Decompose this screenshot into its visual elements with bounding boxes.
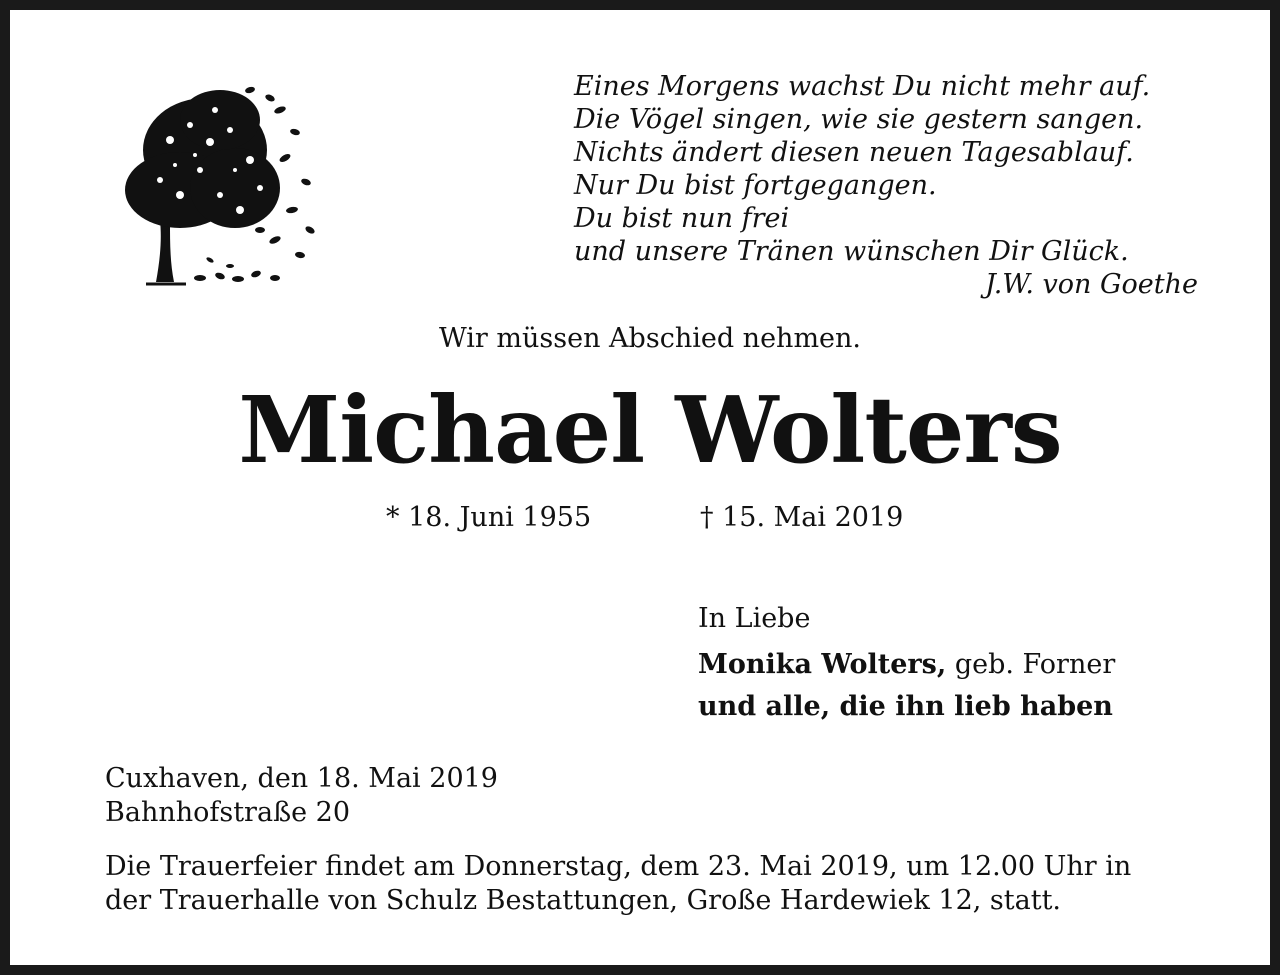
poem-line: Eines Morgens wachst Du nicht mehr auf. — [574, 71, 1151, 102]
death-date: † 15. Mai 2019 — [700, 502, 904, 533]
poem-author: J.W. von Goethe — [984, 269, 1198, 300]
service-line: Die Trauerfeier findet am Donnerstag, dem 23. Mai 2019, um 12.00 Uhr in — [105, 851, 1132, 882]
tree-icon — [110, 70, 325, 290]
poem — [574, 70, 1198, 301]
service-line: der Trauerhalle von Schulz Bestattungen, Große Hardewiek 12, statt. — [105, 885, 1062, 916]
place-and-address — [105, 762, 498, 830]
intro-text: Wir müssen Abschied nehmen. — [439, 323, 861, 354]
mourners-spouse — [698, 644, 1115, 686]
deceased-name: Michael Wolters — [238, 376, 1062, 484]
mourners-greeting: In Liebe — [698, 603, 811, 634]
address: Bahnhofstraße 20 — [105, 797, 351, 828]
poem-line: Du bist nun frei — [574, 203, 790, 234]
spouse-maiden-name: geb. Forner — [946, 649, 1116, 680]
poem-line: und unsere Tränen wünschen Dir Glück. — [574, 236, 1129, 267]
mourners-block — [698, 598, 1115, 728]
poem-line: Nichts ändert diesen neuen Tagesablauf. — [574, 137, 1134, 168]
funeral-service-info — [105, 850, 1205, 918]
poem-line: Nur Du bist fortgegangen. — [574, 170, 937, 201]
spouse-name: Monika Wolters, — [698, 649, 947, 680]
poem-line: Die Vögel singen, wie sie gestern sangen. — [574, 104, 1144, 135]
mourners-others: und alle, die ihn lieb haben — [698, 691, 1113, 722]
place-date: Cuxhaven, den 18. Mai 2019 — [105, 763, 498, 794]
birth-date: * 18. Juni 1955 — [386, 502, 592, 533]
